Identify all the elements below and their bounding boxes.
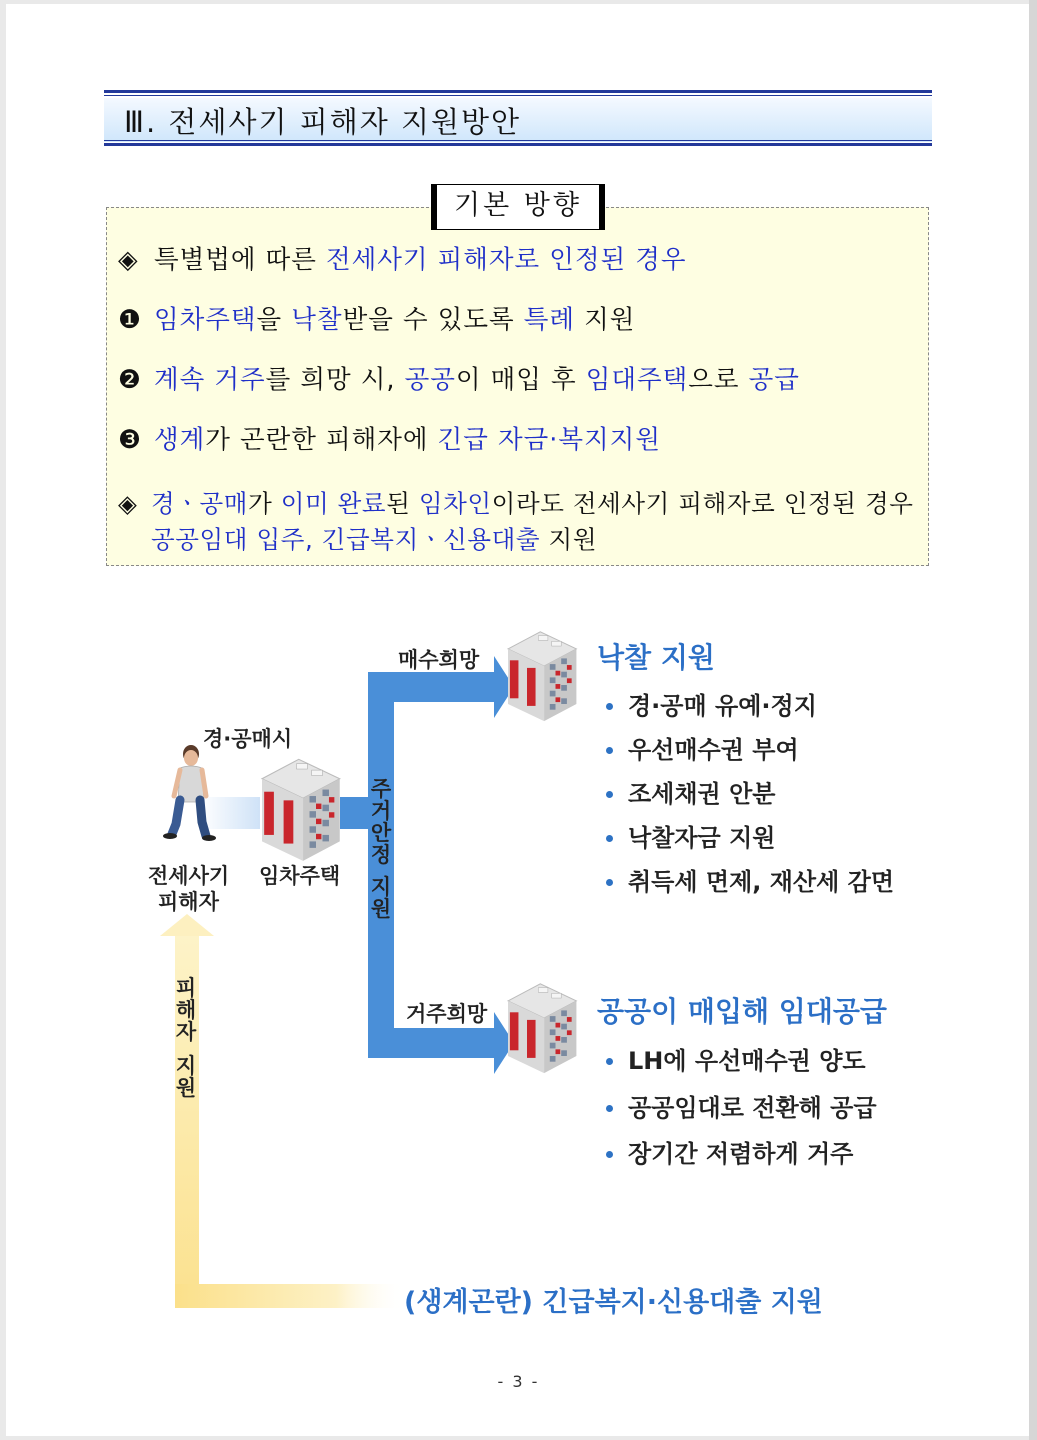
- text: 가 곤란한 피해자에: [205, 425, 438, 455]
- emphasis: 생계: [154, 425, 206, 455]
- page-number: - 3 -: [497, 1372, 540, 1391]
- vchar: 지: [175, 1054, 197, 1078]
- vchar: 피: [175, 976, 197, 1000]
- bid-support-title: 낙찰 지원: [597, 641, 715, 674]
- list-item: 조세채권 안분: [606, 772, 894, 816]
- emphasis: 공급: [748, 365, 800, 395]
- text: 가: [248, 489, 281, 518]
- victim-label-line2: 피해자: [158, 890, 219, 914]
- emphasis: 임대주택: [585, 365, 689, 395]
- diamond-bullet-icon: ◈: [118, 245, 139, 275]
- text: 이 매입 후: [455, 365, 586, 395]
- blue-lead-band: [200, 797, 260, 829]
- section-title: Ⅲ. 전세사기 피해자 지원방안: [124, 105, 522, 139]
- emphasis: 공공임대 입주, 긴급복지ㆍ신용대출: [151, 525, 541, 554]
- blue-branch-stem: [340, 797, 370, 829]
- vchar: 해: [175, 998, 197, 1022]
- upper-building-icon: [508, 632, 576, 721]
- vchar: 자: [175, 1020, 197, 1044]
- emphasis: 공공: [404, 365, 456, 395]
- list-item: 취득세 면제, 재산세 감면: [606, 860, 894, 904]
- vchar: 원: [175, 1076, 197, 1100]
- emphasis: 전세사기 피해자로 인정된 경우: [326, 245, 687, 275]
- text: 된: [386, 489, 419, 518]
- diamond-bullet-icon: ◈: [118, 489, 138, 518]
- yellow-arrow-head: [160, 914, 214, 936]
- vchar: 원: [370, 897, 392, 921]
- list-item: 장기간 저렴하게 거주: [606, 1131, 877, 1178]
- lower-building-icon: [508, 984, 576, 1073]
- text: 을: [256, 305, 292, 335]
- blue-lower-branch: [368, 1028, 496, 1058]
- vchar: 주: [370, 777, 392, 801]
- list-item: 공공임대로 전환해 공급: [606, 1085, 877, 1132]
- yellow-arrow-base: [175, 1284, 405, 1308]
- vchar: 정: [370, 843, 392, 867]
- vchar: 거: [370, 799, 392, 823]
- basic-direction-label: 기본 방향: [431, 184, 605, 230]
- text: 받을 수 있도록: [342, 305, 524, 335]
- buy-hope-label: 매수희망: [398, 648, 480, 672]
- emphasis: 경ㆍ공매: [151, 489, 249, 518]
- emphasis: 계속 거주: [154, 365, 266, 395]
- text: 를 희망 시,: [265, 365, 405, 395]
- emphasis: 낙찰: [291, 305, 343, 335]
- victim-label-line1: 전세사기: [148, 864, 230, 888]
- public-rental-title: 공공이 매입해 임대공급: [597, 995, 887, 1028]
- auction-time-label: 경·공매시: [203, 727, 293, 751]
- number-3-icon: ❸: [118, 425, 142, 455]
- text: 특별법에 따른: [154, 245, 327, 275]
- text: 으로: [688, 365, 749, 395]
- list-item: 경·공매 유예·정지: [606, 684, 894, 728]
- vchar: 안: [370, 821, 392, 845]
- list-item: 우선매수권 부여: [606, 728, 894, 772]
- blue-upper-branch: [368, 672, 496, 702]
- emphasis: 임차주택: [154, 305, 257, 335]
- number-1-icon: ❶: [118, 305, 142, 335]
- emphasis: 임차인: [418, 489, 492, 518]
- emphasis: 긴급 자금·복지지원: [437, 425, 661, 455]
- emphasis: 특례: [523, 305, 575, 335]
- emergency-support-label: (생계곤란) 긴급복지·신용대출 지원: [404, 1287, 823, 1318]
- text: 이라도 전세사기 피해자로 인정된 경우: [491, 489, 914, 518]
- rental-house-label: 임차주택: [259, 864, 341, 888]
- public-rental-list: [606, 1038, 877, 1178]
- victim-support-vertical: [174, 977, 198, 1099]
- number-2-icon: ❷: [118, 365, 142, 395]
- bid-support-list: [606, 684, 894, 904]
- text: 지원: [540, 525, 598, 554]
- text: 지원: [574, 305, 636, 335]
- vchar: 지: [370, 875, 392, 899]
- list-item: 낙찰자금 지원: [606, 816, 894, 860]
- list-item: LH에 우선매수권 양도: [606, 1038, 877, 1085]
- rental-house-building-icon: [262, 759, 340, 861]
- housing-stability-vertical: [369, 778, 393, 920]
- reside-hope-label: 거주희망: [406, 1002, 488, 1026]
- emphasis: 이미 완료: [280, 489, 387, 518]
